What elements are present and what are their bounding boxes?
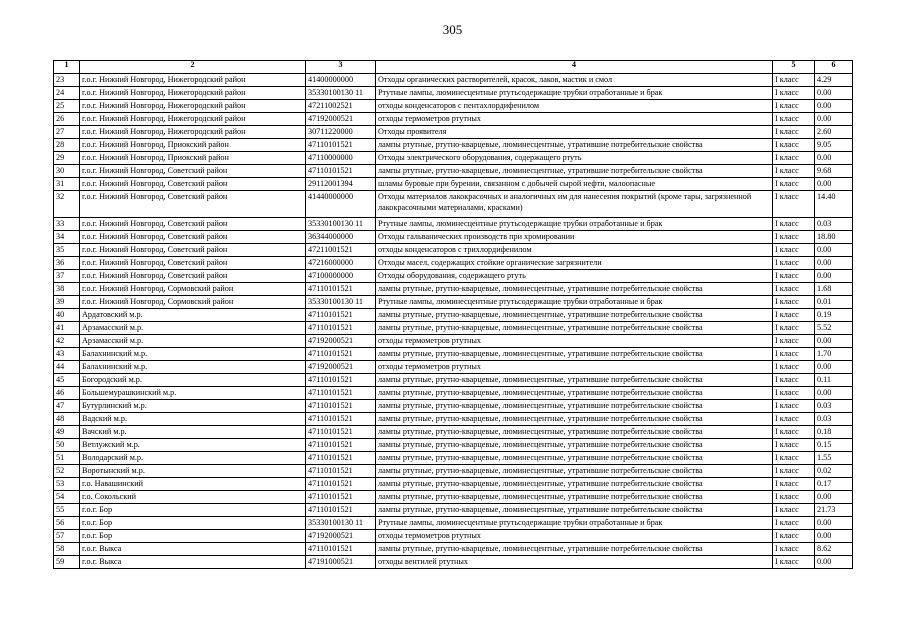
hazard-class-cell: I класс bbox=[773, 387, 815, 400]
hazard-class-cell: I класс bbox=[773, 348, 815, 361]
row-number-cell: 48 bbox=[54, 413, 80, 426]
code-cell: 47211001521 bbox=[306, 244, 376, 257]
municipality-cell: г.о.г. Нижний Новгород, Приокский район bbox=[80, 152, 306, 165]
hazard-class-cell: I класс bbox=[773, 244, 815, 257]
code-cell: 47110101521 bbox=[306, 400, 376, 413]
table-row bbox=[54, 283, 853, 296]
code-cell: 35330100130 11 bbox=[306, 296, 376, 309]
hazard-class-cell: I класс bbox=[773, 556, 815, 569]
municipality-cell: г.о.г. Нижний Новгород, Советский район bbox=[80, 270, 306, 283]
row-number-cell: 30 bbox=[54, 165, 80, 178]
municipality-cell: г.о.г. Бор bbox=[80, 530, 306, 543]
code-cell: 29112001394 bbox=[306, 178, 376, 191]
municipality-cell: г.о.г. Нижний Новгород, Нижегородский район bbox=[80, 100, 306, 113]
waste-name-cell: Ртутные лампы, люминесцентные ртутьсодержащие трубки отработанные и брак bbox=[376, 87, 773, 100]
hazard-class-cell: I класс bbox=[773, 465, 815, 478]
municipality-cell: г.о.г. Нижний Новгород, Советский район bbox=[80, 178, 306, 191]
hazard-class-cell: I класс bbox=[773, 191, 815, 218]
table-row bbox=[54, 270, 853, 283]
header-row bbox=[54, 61, 853, 74]
table-row bbox=[54, 387, 853, 400]
municipality-cell: Арзамасский м.р. bbox=[80, 322, 306, 335]
code-cell: 47110101521 bbox=[306, 465, 376, 478]
municipality-cell: г.о.г. Нижний Новгород, Советский район bbox=[80, 165, 306, 178]
municipality-cell: г.о.г. Нижний Новгород, Приокский район bbox=[80, 139, 306, 152]
table-row bbox=[54, 296, 853, 309]
waste-name-cell: Отходы проявителя bbox=[376, 126, 773, 139]
municipality-cell: Воротынский м.р. bbox=[80, 465, 306, 478]
hazard-class-cell: I класс bbox=[773, 152, 815, 165]
hazard-class-cell: I класс bbox=[773, 452, 815, 465]
code-cell: 41400000000 bbox=[306, 74, 376, 87]
code-cell: 35330100130 11 bbox=[306, 87, 376, 100]
amount-cell: 0.00 bbox=[815, 257, 853, 270]
waste-name-cell: лампы ртутные, ртутно-кварцевые, люминесцентные, утратившие потребительские свойства bbox=[376, 139, 773, 152]
row-number-cell: 52 bbox=[54, 465, 80, 478]
table-row bbox=[54, 504, 853, 517]
municipality-cell: Балахнинский м.р. bbox=[80, 348, 306, 361]
table-row bbox=[54, 87, 853, 100]
row-number-cell: 36 bbox=[54, 257, 80, 270]
waste-name-cell: лампы ртутные, ртутно-кварцевые, люминесцентные, утратившие потребительские свойства bbox=[376, 309, 773, 322]
hazard-class-cell: I класс bbox=[773, 296, 815, 309]
row-number-cell: 27 bbox=[54, 126, 80, 139]
municipality-cell: г.о.г. Нижний Новгород, Сормовский район bbox=[80, 283, 306, 296]
table-row bbox=[54, 165, 853, 178]
hazard-class-cell: I класс bbox=[773, 413, 815, 426]
hazard-class-cell: I класс bbox=[773, 139, 815, 152]
row-number-cell: 31 bbox=[54, 178, 80, 191]
table-row bbox=[54, 426, 853, 439]
row-number-cell: 42 bbox=[54, 335, 80, 348]
code-cell: 47110000000 bbox=[306, 152, 376, 165]
table-row bbox=[54, 439, 853, 452]
table-row bbox=[54, 491, 853, 504]
column-header: 1 bbox=[54, 61, 80, 74]
municipality-cell: г.о. Навашинский bbox=[80, 478, 306, 491]
code-cell: 47216000000 bbox=[306, 257, 376, 270]
hazard-class-cell: I класс bbox=[773, 126, 815, 139]
amount-cell: 0.17 bbox=[815, 478, 853, 491]
waste-name-cell: Отходы масел, содержащих стойкие органические загрязнители bbox=[376, 257, 773, 270]
table-row bbox=[54, 126, 853, 139]
waste-name-cell: Отходы органических растворителей, красок, лаков, мастик и смол bbox=[376, 74, 773, 87]
waste-name-cell: лампы ртутные, ртутно-кварцевые, люминесцентные, утратившие потребительские свойства bbox=[376, 400, 773, 413]
table-row bbox=[54, 400, 853, 413]
hazard-class-cell: I класс bbox=[773, 270, 815, 283]
waste-name-cell: Отходы гальванических производств при хромировании bbox=[376, 231, 773, 244]
waste-name-cell: лампы ртутные, ртутно-кварцевые, люминесцентные, утратившие потребительские свойства bbox=[376, 452, 773, 465]
code-cell: 47110101521 bbox=[306, 426, 376, 439]
amount-cell: 5.52 bbox=[815, 322, 853, 335]
municipality-cell: г.о.г. Бор bbox=[80, 517, 306, 530]
municipality-cell: г.о.г. Нижний Новгород, Советский район bbox=[80, 191, 306, 218]
code-cell: 47192000521 bbox=[306, 530, 376, 543]
row-number-cell: 57 bbox=[54, 530, 80, 543]
hazard-class-cell: I класс bbox=[773, 87, 815, 100]
waste-name-cell: шламы буровые при бурении, связанном с добычей сырой нефти, малоопасные bbox=[376, 178, 773, 191]
municipality-cell: г.о. Сокольский bbox=[80, 491, 306, 504]
table-row bbox=[54, 452, 853, 465]
amount-cell: 0.00 bbox=[815, 152, 853, 165]
hazard-class-cell: I класс bbox=[773, 491, 815, 504]
hazard-class-cell: I класс bbox=[773, 504, 815, 517]
row-number-cell: 43 bbox=[54, 348, 80, 361]
amount-cell: 0.00 bbox=[815, 244, 853, 257]
amount-cell: 1.70 bbox=[815, 348, 853, 361]
row-number-cell: 23 bbox=[54, 74, 80, 87]
code-cell: 47191000521 bbox=[306, 556, 376, 569]
row-number-cell: 33 bbox=[54, 218, 80, 231]
code-cell: 47110101521 bbox=[306, 374, 376, 387]
row-number-cell: 59 bbox=[54, 556, 80, 569]
row-number-cell: 25 bbox=[54, 100, 80, 113]
code-cell: 36344000000 bbox=[306, 231, 376, 244]
municipality-cell: Богородский м.р. bbox=[80, 374, 306, 387]
row-number-cell: 49 bbox=[54, 426, 80, 439]
amount-cell: 2.60 bbox=[815, 126, 853, 139]
hazard-class-cell: I класс bbox=[773, 400, 815, 413]
waste-name-cell: лампы ртутные, ртутно-кварцевые, люминесцентные, утратившие потребительские свойства bbox=[376, 543, 773, 556]
waste-name-cell: лампы ртутные, ртутно-кварцевые, люминесцентные, утратившие потребительские свойства bbox=[376, 465, 773, 478]
amount-cell: 0.03 bbox=[815, 218, 853, 231]
table-row bbox=[54, 152, 853, 165]
row-number-cell: 39 bbox=[54, 296, 80, 309]
waste-name-cell: лампы ртутные, ртутно-кварцевые, люминесцентные, утратившие потребительские свойства bbox=[376, 374, 773, 387]
waste-name-cell: лампы ртутные, ртутно-кварцевые, люминесцентные, утратившие потребительские свойства bbox=[376, 504, 773, 517]
waste-name-cell: лампы ртутные, ртутно-кварцевые, люминесцентные, утратившие потребительские свойства bbox=[376, 426, 773, 439]
waste-table bbox=[53, 60, 853, 569]
code-cell: 47100000000 bbox=[306, 270, 376, 283]
code-cell: 47110101521 bbox=[306, 543, 376, 556]
municipality-cell: г.о.г. Нижний Новгород, Советский район bbox=[80, 231, 306, 244]
row-number-cell: 53 bbox=[54, 478, 80, 491]
waste-name-cell: лампы ртутные, ртутно-кварцевые, люминесцентные, утратившие потребительские свойства bbox=[376, 348, 773, 361]
table-row bbox=[54, 178, 853, 191]
waste-name-cell: отходы термометров ртутных bbox=[376, 335, 773, 348]
amount-cell: 0.00 bbox=[815, 178, 853, 191]
code-cell: 35330100130 11 bbox=[306, 517, 376, 530]
hazard-class-cell: I класс bbox=[773, 100, 815, 113]
waste-name-cell: Отходы оборудования, содержащего ртуть bbox=[376, 270, 773, 283]
table-row bbox=[54, 374, 853, 387]
row-number-cell: 34 bbox=[54, 231, 80, 244]
code-cell: 47192000521 bbox=[306, 113, 376, 126]
code-cell: 47110101521 bbox=[306, 504, 376, 517]
amount-cell: 0.01 bbox=[815, 296, 853, 309]
municipality-cell: г.о.г. Выкса bbox=[80, 543, 306, 556]
table-row bbox=[54, 556, 853, 569]
amount-cell: 0.03 bbox=[815, 400, 853, 413]
amount-cell: 0.00 bbox=[815, 491, 853, 504]
column-header: 6 bbox=[815, 61, 853, 74]
hazard-class-cell: I класс bbox=[773, 530, 815, 543]
table-row bbox=[54, 322, 853, 335]
table-row bbox=[54, 335, 853, 348]
amount-cell: 0.00 bbox=[815, 270, 853, 283]
row-number-cell: 32 bbox=[54, 191, 80, 218]
table-row bbox=[54, 100, 853, 113]
municipality-cell: Большемурашкинский м.р. bbox=[80, 387, 306, 400]
waste-name-cell: Отходы электрического оборудования, содержащего ртуть bbox=[376, 152, 773, 165]
row-number-cell: 50 bbox=[54, 439, 80, 452]
amount-cell: 0.18 bbox=[815, 426, 853, 439]
row-number-cell: 51 bbox=[54, 452, 80, 465]
row-number-cell: 54 bbox=[54, 491, 80, 504]
code-cell: 47110101521 bbox=[306, 478, 376, 491]
column-header: 5 bbox=[773, 61, 815, 74]
waste-name-cell: лампы ртутные, ртутно-кварцевые, люминесцентные, утратившие потребительские свойства bbox=[376, 283, 773, 296]
amount-cell: 0.00 bbox=[815, 530, 853, 543]
column-header: 4 bbox=[376, 61, 773, 74]
row-number-cell: 41 bbox=[54, 322, 80, 335]
amount-cell: 0.00 bbox=[815, 113, 853, 126]
municipality-cell: Бутурлинский м.р. bbox=[80, 400, 306, 413]
row-number-cell: 35 bbox=[54, 244, 80, 257]
table-row bbox=[54, 543, 853, 556]
municipality-cell: г.о.г. Нижний Новгород, Нижегородский район bbox=[80, 74, 306, 87]
row-number-cell: 58 bbox=[54, 543, 80, 556]
code-cell: 47110101521 bbox=[306, 452, 376, 465]
code-cell: 47110101521 bbox=[306, 283, 376, 296]
hazard-class-cell: I класс bbox=[773, 165, 815, 178]
waste-name-cell: лампы ртутные, ртутно-кварцевые, люминесцентные, утратившие потребительские свойства bbox=[376, 165, 773, 178]
amount-cell: 0.15 bbox=[815, 439, 853, 452]
page-number: 305 bbox=[442, 22, 463, 37]
waste-name-cell: Ртутные лампы, люминесцентные ртутьсодержащие трубки отработанные и брак bbox=[376, 517, 773, 530]
row-number-cell: 38 bbox=[54, 283, 80, 296]
table-row bbox=[54, 244, 853, 257]
waste-name-cell: отходы конденсаторов с пентахлордифенилом bbox=[376, 100, 773, 113]
municipality-cell: г.о.г. Нижний Новгород, Советский район bbox=[80, 244, 306, 257]
municipality-cell: Арзамасский м.р. bbox=[80, 335, 306, 348]
code-cell: 47192000521 bbox=[306, 361, 376, 374]
hazard-class-cell: I класс bbox=[773, 113, 815, 126]
code-cell: 47211002521 bbox=[306, 100, 376, 113]
row-number-cell: 44 bbox=[54, 361, 80, 374]
amount-cell: 0.00 bbox=[815, 100, 853, 113]
amount-cell: 0.00 bbox=[815, 335, 853, 348]
row-number-cell: 40 bbox=[54, 309, 80, 322]
code-cell: 30711220000 bbox=[306, 126, 376, 139]
hazard-class-cell: I класс bbox=[773, 374, 815, 387]
code-cell: 47110101521 bbox=[306, 322, 376, 335]
hazard-class-cell: I класс bbox=[773, 309, 815, 322]
row-number-cell: 56 bbox=[54, 517, 80, 530]
hazard-class-cell: I класс bbox=[773, 478, 815, 491]
table-row bbox=[54, 478, 853, 491]
waste-name-cell: отходы термометров ртутных bbox=[376, 361, 773, 374]
hazard-class-cell: I класс bbox=[773, 361, 815, 374]
hazard-class-cell: I класс bbox=[773, 178, 815, 191]
municipality-cell: Вачский м.р. bbox=[80, 426, 306, 439]
amount-cell: 1.55 bbox=[815, 452, 853, 465]
waste-name-cell: отходы термометров ртутных bbox=[376, 113, 773, 126]
waste-name-cell: лампы ртутные, ртутно-кварцевые, люминесцентные, утратившие потребительские свойства bbox=[376, 322, 773, 335]
row-number-cell: 24 bbox=[54, 87, 80, 100]
table-row bbox=[54, 191, 853, 218]
waste-name-cell: отходы вентилей ртутных bbox=[376, 556, 773, 569]
table-row bbox=[54, 74, 853, 87]
amount-cell: 14.40 bbox=[815, 191, 853, 218]
waste-name-cell: лампы ртутные, ртутно-кварцевые, люминесцентные, утратившие потребительские свойства bbox=[376, 439, 773, 452]
table-row bbox=[54, 465, 853, 478]
code-cell: 47110101521 bbox=[306, 139, 376, 152]
waste-name-cell: Ртутные лампы, люминесцентные ртутьсодержащие трубки отработанные и брак bbox=[376, 218, 773, 231]
row-number-cell: 29 bbox=[54, 152, 80, 165]
municipality-cell: Ветлужский м.р. bbox=[80, 439, 306, 452]
municipality-cell: г.о.г. Нижний Новгород, Советский район bbox=[80, 257, 306, 270]
amount-cell: 4.29 bbox=[815, 74, 853, 87]
table-row bbox=[54, 517, 853, 530]
waste-name-cell: лампы ртутные, ртутно-кварцевые, люминесцентные, утратившие потребительские свойства bbox=[376, 413, 773, 426]
table-row bbox=[54, 231, 853, 244]
column-header: 3 bbox=[306, 61, 376, 74]
row-number-cell: 46 bbox=[54, 387, 80, 400]
row-number-cell: 55 bbox=[54, 504, 80, 517]
code-cell: 47110101521 bbox=[306, 165, 376, 178]
municipality-cell: г.о.г. Нижний Новгород, Нижегородский район bbox=[80, 126, 306, 139]
waste-name-cell: отходы конденсаторов с трихлордифенилом bbox=[376, 244, 773, 257]
row-number-cell: 37 bbox=[54, 270, 80, 283]
amount-cell: 0.00 bbox=[815, 387, 853, 400]
amount-cell: 9.05 bbox=[815, 139, 853, 152]
waste-name-cell: Отходы материалов лакокрасочных и аналогичных им для нанесения покрытий (кроме тары, загрязненной лакокрасочными материалами, красками) bbox=[376, 191, 773, 218]
row-number-cell: 28 bbox=[54, 139, 80, 152]
row-number-cell: 26 bbox=[54, 113, 80, 126]
table-row bbox=[54, 139, 853, 152]
code-cell: 47110101521 bbox=[306, 348, 376, 361]
table-row bbox=[54, 530, 853, 543]
municipality-cell: Володарский м.р. bbox=[80, 452, 306, 465]
column-header: 2 bbox=[80, 61, 306, 74]
code-cell: 47110101521 bbox=[306, 413, 376, 426]
hazard-class-cell: I класс bbox=[773, 543, 815, 556]
municipality-cell: г.о.г. Выкса bbox=[80, 556, 306, 569]
hazard-class-cell: I класс bbox=[773, 517, 815, 530]
amount-cell: 0.00 bbox=[815, 556, 853, 569]
waste-name-cell: Ртутные лампы, люминесцентные ртутьсодержащие трубки отработанные и брак bbox=[376, 296, 773, 309]
hazard-class-cell: I класс bbox=[773, 335, 815, 348]
municipality-cell: г.о.г. Нижний Новгород, Нижегородский район bbox=[80, 87, 306, 100]
amount-cell: 9.68 bbox=[815, 165, 853, 178]
code-cell: 35330100130 11 bbox=[306, 218, 376, 231]
amount-cell: 0.00 bbox=[815, 517, 853, 530]
amount-cell: 21.73 bbox=[815, 504, 853, 517]
municipality-cell: г.о.г. Нижний Новгород, Нижегородский район bbox=[80, 113, 306, 126]
municipality-cell: г.о.г. Бор bbox=[80, 504, 306, 517]
code-cell: 41440000000 bbox=[306, 191, 376, 218]
hazard-class-cell: I класс bbox=[773, 426, 815, 439]
waste-name-cell: лампы ртутные, ртутно-кварцевые, люминесцентные, утратившие потребительские свойства bbox=[376, 387, 773, 400]
hazard-class-cell: I класс bbox=[773, 322, 815, 335]
amount-cell: 0.02 bbox=[815, 465, 853, 478]
amount-cell: 0.00 bbox=[815, 361, 853, 374]
hazard-class-cell: I класс bbox=[773, 283, 815, 296]
table-row bbox=[54, 218, 853, 231]
code-cell: 47110101521 bbox=[306, 439, 376, 452]
amount-cell: 0.11 bbox=[815, 374, 853, 387]
row-number-cell: 45 bbox=[54, 374, 80, 387]
code-cell: 47110101521 bbox=[306, 309, 376, 322]
row-number-cell: 47 bbox=[54, 400, 80, 413]
table-row bbox=[54, 257, 853, 270]
municipality-cell: г.о.г. Нижний Новгород, Советский район bbox=[80, 218, 306, 231]
hazard-class-cell: I класс bbox=[773, 74, 815, 87]
amount-cell: 0.00 bbox=[815, 87, 853, 100]
municipality-cell: Балахнинский м.р. bbox=[80, 361, 306, 374]
hazard-class-cell: I класс bbox=[773, 257, 815, 270]
amount-cell: 0.19 bbox=[815, 309, 853, 322]
waste-name-cell: лампы ртутные, ртутно-кварцевые, люминесцентные, утратившие потребительские свойства bbox=[376, 491, 773, 504]
municipality-cell: Вадский м.р. bbox=[80, 413, 306, 426]
hazard-class-cell: I класс bbox=[773, 231, 815, 244]
municipality-cell: Ардатовский м.р. bbox=[80, 309, 306, 322]
amount-cell: 0.03 bbox=[815, 413, 853, 426]
municipality-cell: г.о.г. Нижний Новгород, Сормовский район bbox=[80, 296, 306, 309]
code-cell: 47110101521 bbox=[306, 387, 376, 400]
code-cell: 47192000521 bbox=[306, 335, 376, 348]
table-row bbox=[54, 113, 853, 126]
hazard-class-cell: I класс bbox=[773, 439, 815, 452]
table-row bbox=[54, 361, 853, 374]
amount-cell: 18.80 bbox=[815, 231, 853, 244]
table-row bbox=[54, 413, 853, 426]
waste-name-cell: лампы ртутные, ртутно-кварцевые, люминесцентные, утратившие потребительские свойства bbox=[376, 478, 773, 491]
table-row bbox=[54, 309, 853, 322]
hazard-class-cell: I класс bbox=[773, 218, 815, 231]
table-row bbox=[54, 348, 853, 361]
amount-cell: 1.68 bbox=[815, 283, 853, 296]
code-cell: 47110101521 bbox=[306, 491, 376, 504]
table-body bbox=[54, 61, 853, 569]
waste-name-cell: отходы термометров ртутных bbox=[376, 530, 773, 543]
amount-cell: 8.62 bbox=[815, 543, 853, 556]
